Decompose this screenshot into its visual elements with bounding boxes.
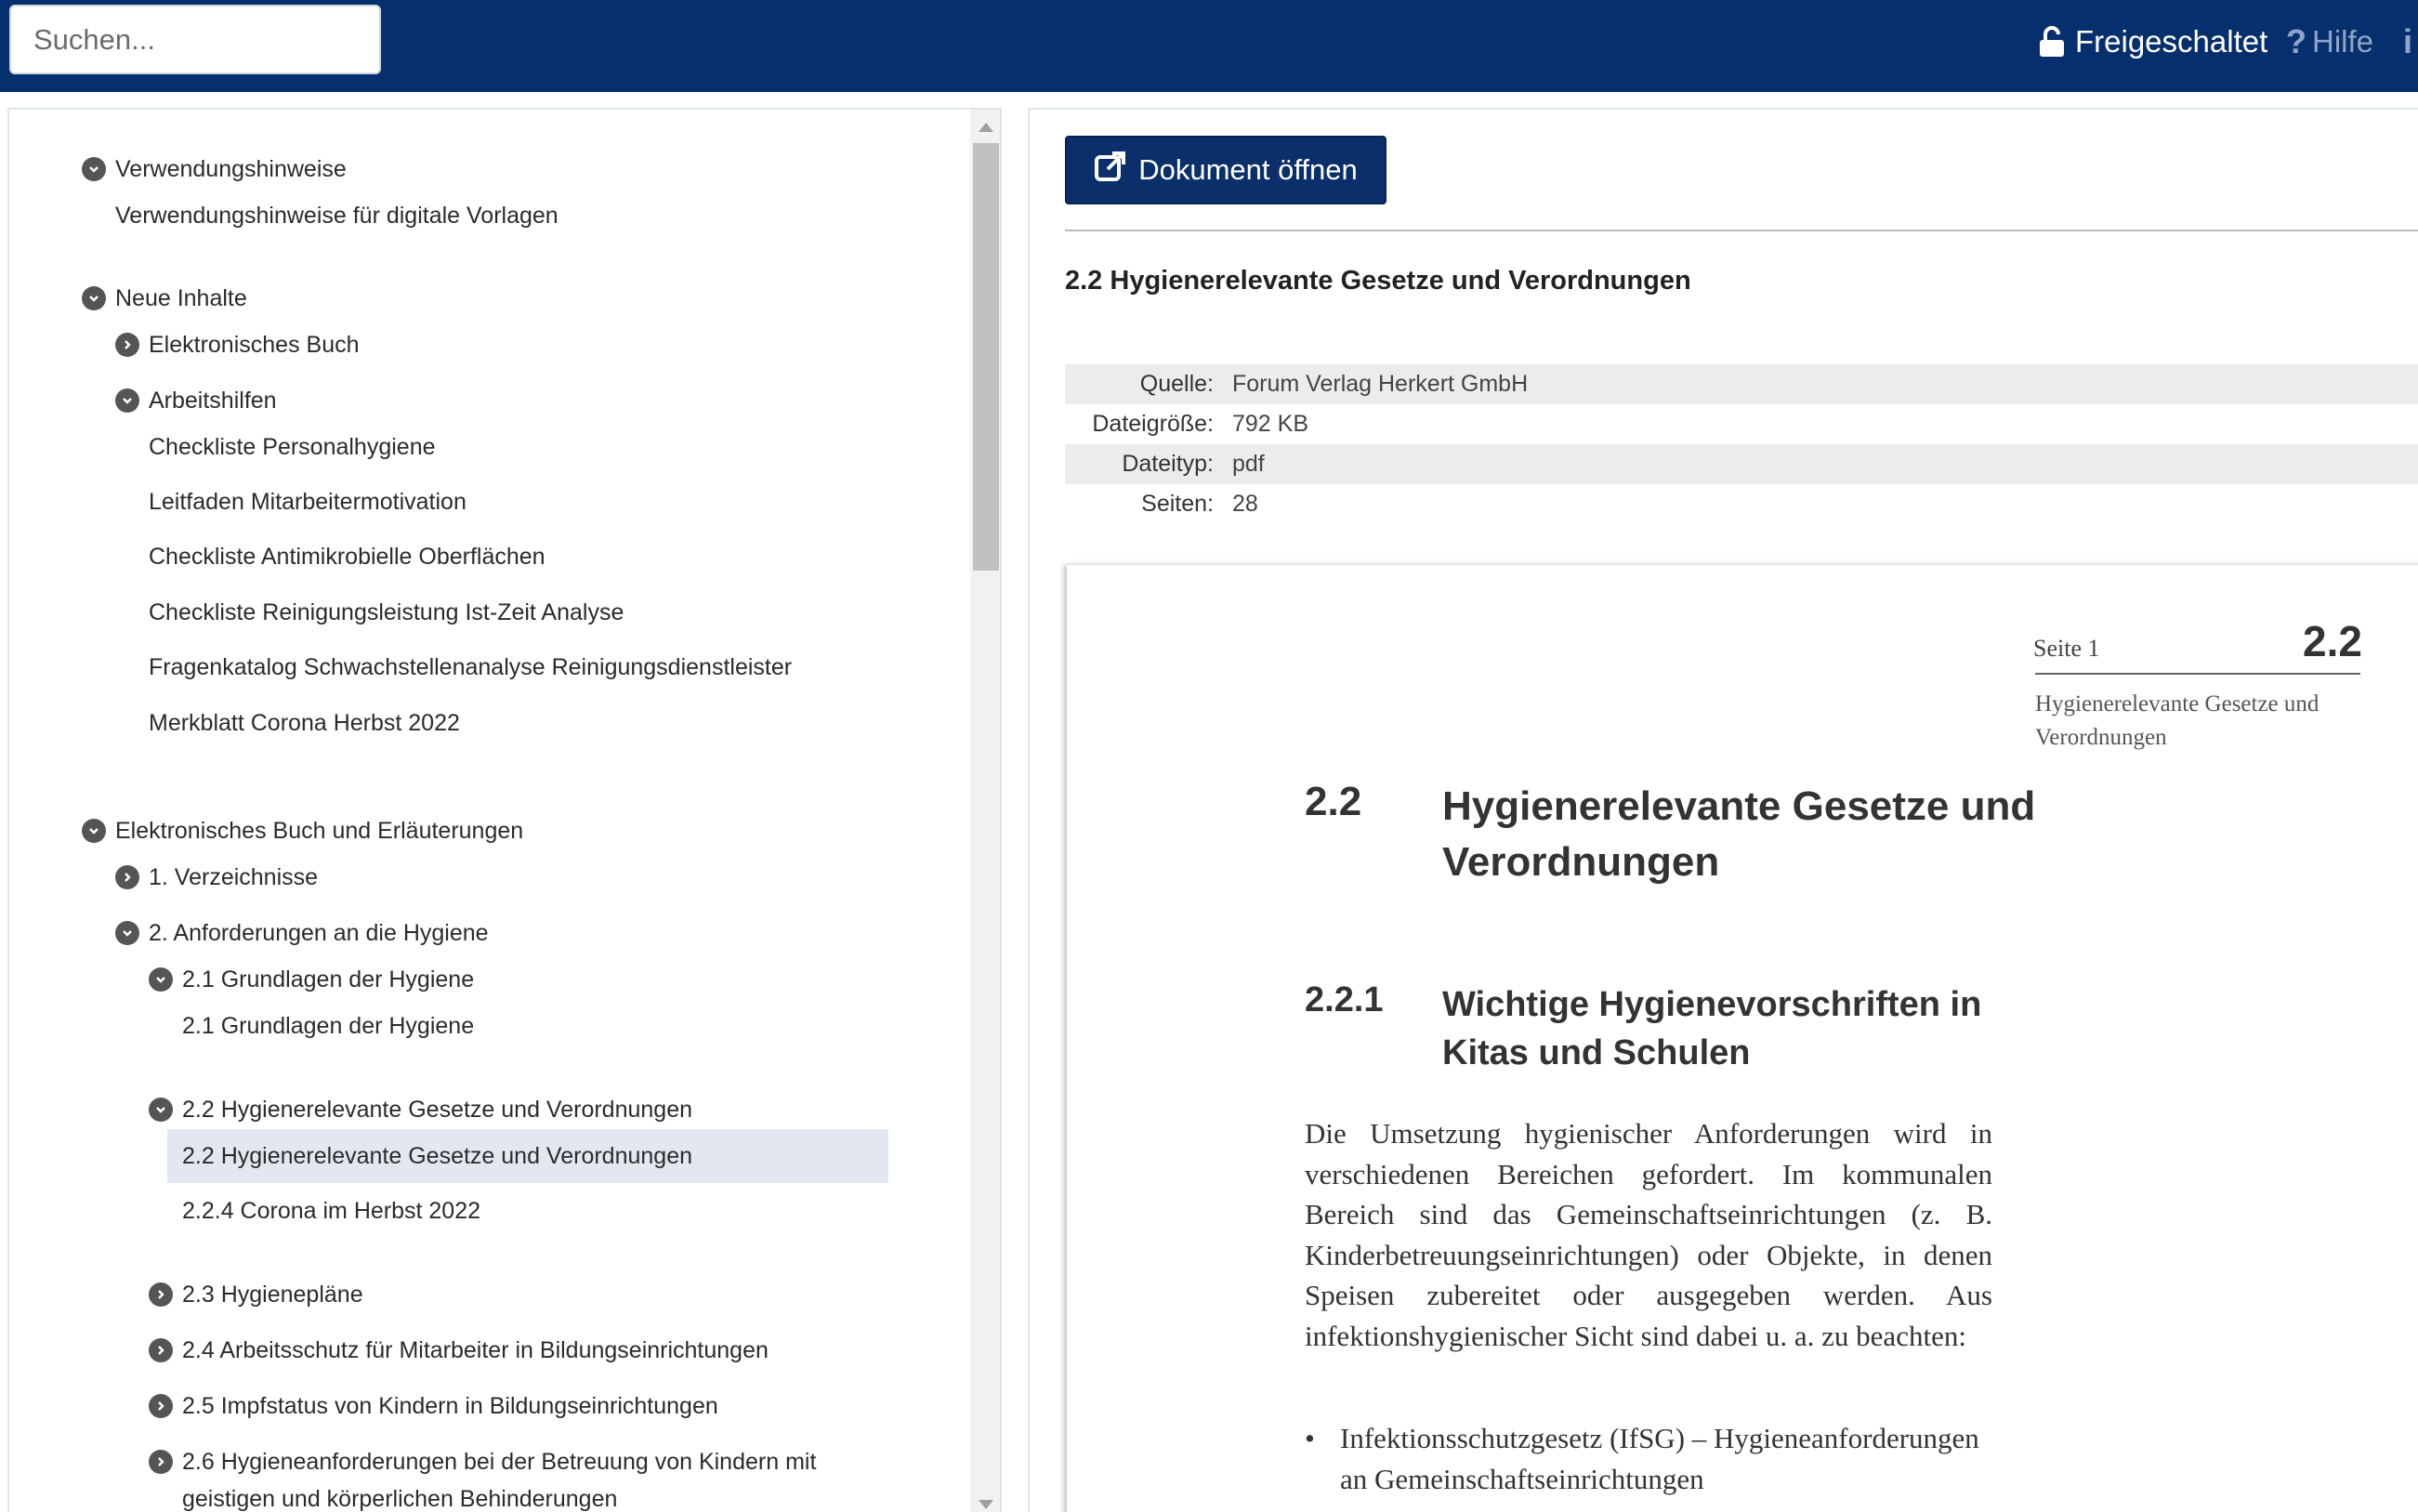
document-title: 2.2 Hygienerelevante Gesetze und Verordnungen	[1065, 266, 1691, 296]
tree-node-label: Elektronisches Buch	[149, 331, 360, 358]
tree-leaf[interactable]	[149, 538, 545, 575]
chevron-down-icon[interactable]	[115, 388, 139, 413]
search-input[interactable]	[9, 5, 381, 74]
bullet-icon: •	[1305, 1422, 1315, 1454]
top-navigation-bar	[0, 0, 2418, 92]
question-icon: ?	[2286, 22, 2306, 60]
meta-row-pages	[1065, 484, 2418, 524]
navigation-tree-panel	[7, 108, 1002, 1512]
tree-node-elektronisches-buch-erlaeuterungen[interactable]	[82, 812, 523, 849]
tree-node-label: 2.2 Hygienerelevante Gesetze und Verordnungen	[182, 1096, 692, 1123]
tree-node-arbeitshilfen[interactable]	[115, 382, 277, 419]
tree-node-elektronisches-buch[interactable]	[115, 326, 360, 363]
tree-node-verwendungshinweise[interactable]	[82, 151, 347, 188]
tree-leaf[interactable]	[182, 1007, 474, 1045]
divider	[1065, 230, 2418, 231]
tree-leaf-selected[interactable]	[182, 1137, 692, 1175]
pdf-heading: Hygienerelevante Gesetze und Verordnungen	[1442, 783, 2036, 885]
tree-node-arbeitsschutz[interactable]	[149, 1332, 769, 1369]
help-label: Hilfe	[2312, 24, 2374, 59]
help-link[interactable]	[2286, 19, 2373, 65]
meta-key: Quelle:	[1139, 371, 1214, 397]
pdf-subheading-number: 2.2.1	[1305, 980, 1384, 1019]
pdf-bullet-text: Infektionsschutzgesetz (IfSG) – Hygieneanforderungen an Gemeinschaftseinrichtungen	[1340, 1422, 1979, 1495]
tree-node-neue-inhalte[interactable]	[82, 280, 247, 317]
meta-value: Forum Verlag Herkert GmbH	[1232, 371, 1529, 397]
pdf-heading-number: 2.2	[1305, 779, 1362, 824]
chevron-down-icon[interactable]	[82, 286, 106, 310]
meta-key: Dateigröße:	[1092, 411, 1214, 437]
tree-node-verzeichnisse[interactable]	[115, 859, 318, 896]
tree-leaf-label: 2.2.4 Corona im Herbst 2022	[182, 1197, 481, 1224]
unlock-icon	[2038, 26, 2066, 58]
meta-key: Seiten:	[1141, 491, 1214, 517]
meta-value: pdf	[1232, 451, 1265, 477]
unlocked-status-link[interactable]	[2038, 19, 2267, 65]
chevron-down-icon[interactable]	[82, 157, 106, 181]
tree-leaf-label: Fragenkatalog Schwachstellenanalyse Reinigungsdienstleister	[149, 653, 793, 680]
scroll-up-arrow-icon[interactable]	[979, 123, 993, 132]
chevron-right-icon[interactable]	[149, 1450, 173, 1474]
tree-leaf[interactable]	[149, 704, 460, 742]
tree-node-label: 2.5 Impfstatus von Kindern in Bildungseinrichtungen	[182, 1392, 718, 1419]
meta-key: Dateityp:	[1122, 451, 1214, 477]
tree-node-label: Elektronisches Buch und Erläuterungen	[115, 817, 524, 844]
unlocked-label: Freigeschaltet	[2075, 24, 2268, 59]
meta-value: 28	[1232, 491, 1258, 517]
tree-node-anforderungen[interactable]	[115, 914, 489, 952]
tree-leaf[interactable]	[115, 197, 559, 234]
tree-node-label: 2.4 Arbeitsschutz für Mitarbeiter in Bildungseinrichtungen	[182, 1336, 769, 1363]
tree-node-label: Verwendungshinweise	[115, 155, 347, 182]
tree-node-label: 2.3 Hygienepläne	[182, 1281, 363, 1308]
tree-node-hygienerelevante-gesetze[interactable]	[149, 1091, 692, 1128]
tree-leaf-label: Checkliste Reinigungsleistung Ist-Zeit Analyse	[149, 598, 624, 625]
tree-leaf-label: Merkblatt Corona Herbst 2022	[149, 709, 460, 736]
chevron-right-icon[interactable]	[149, 1394, 173, 1418]
open-document-button[interactable]	[1065, 136, 1386, 204]
tree-node-label: 2.6 Hygieneanforderungen bei der Betreuung von Kindern mit geistigen und körperlichen Behinderungen	[182, 1449, 817, 1512]
pdf-body-text: Die Umsetzung hygienischer Anforderungen wird in verschiedenen Bereichen gefordert. Im kommunalen Bereich sind das Gemeinschaftseinrichtungen (z. B. Kinderbetreuungseinrichtungen) oder Objekte, in denen Speisen zubereitet oder ausgegeben werden. Aus infektionshygienischer Sicht sind dabei u. a. zu beachten:	[1305, 1117, 1992, 1352]
chevron-right-icon[interactable]	[115, 865, 139, 889]
tree-leaf[interactable]	[149, 483, 467, 520]
pdf-preview-page[interactable]	[1067, 565, 2418, 1512]
tree-node-impfstatus[interactable]	[149, 1387, 718, 1425]
tree-leaf-label: Verwendungshinweise für digitale Vorlagen	[115, 202, 559, 229]
chevron-down-icon[interactable]	[115, 921, 139, 945]
tree-node-label: 1. Verzeichnisse	[149, 863, 319, 890]
pdf-section-number: 2.2	[2303, 617, 2362, 665]
document-detail-panel	[1028, 108, 2418, 1512]
chevron-right-icon[interactable]	[115, 333, 139, 357]
pdf-header-rule	[2035, 673, 2360, 675]
meta-row-filesize	[1065, 404, 2418, 444]
chevron-down-icon[interactable]	[149, 1098, 173, 1122]
tree-leaf[interactable]	[182, 1192, 480, 1229]
meta-row-filetype	[1065, 444, 2418, 484]
tree-leaf[interactable]	[149, 649, 792, 686]
external-link-icon	[1094, 150, 1127, 191]
pdf-page-label: Seite 1	[2033, 635, 2100, 662]
tree-node-hygieneanforderungen-behinderungen[interactable]	[149, 1443, 874, 1512]
pdf-running-head: Hygienerelevante Gesetze und Verordnungen	[2035, 691, 2319, 750]
chevron-right-icon[interactable]	[149, 1338, 173, 1362]
chevron-down-icon[interactable]	[82, 819, 106, 843]
tree-node-label: 2. Anforderungen an die Hygiene	[149, 919, 489, 946]
tree-leaf[interactable]	[149, 594, 624, 631]
tree-node-label: Neue Inhalte	[115, 284, 247, 311]
tree-leaf-label: 2.1 Grundlagen der Hygiene	[182, 1012, 475, 1039]
tree-node-hygieneplaene[interactable]	[149, 1276, 363, 1313]
pdf-subheading: Wichtige Hygienevorschriften in Kitas und Schulen	[1442, 985, 1982, 1072]
meta-value: 792 KB	[1232, 411, 1309, 437]
tree-leaf[interactable]	[149, 428, 436, 466]
scroll-down-arrow-icon[interactable]	[979, 1500, 993, 1509]
tree-leaf-label: 2.2 Hygienerelevante Gesetze und Verordnungen	[182, 1142, 692, 1169]
meta-row-source	[1065, 364, 2418, 404]
chevron-right-icon[interactable]	[149, 1282, 173, 1307]
open-document-label: Dokument öffnen	[1138, 153, 1358, 186]
tree-scrollbar[interactable]	[970, 110, 1002, 1512]
tree-leaf-label: Leitfaden Mitarbeitermotivation	[149, 488, 467, 515]
info-icon[interactable]: i	[2403, 22, 2413, 60]
tree-leaf-label: Checkliste Antimikrobielle Oberflächen	[149, 543, 545, 570]
tree-leaf-label: Checkliste Personalhygiene	[149, 433, 436, 460]
tree-node-grundlagen[interactable]	[149, 961, 474, 998]
tree-node-label: Arbeitshilfen	[149, 387, 277, 414]
chevron-down-icon[interactable]	[149, 967, 173, 992]
tree-node-label: 2.1 Grundlagen der Hygiene	[182, 966, 475, 993]
scrollbar-thumb[interactable]	[973, 143, 999, 571]
